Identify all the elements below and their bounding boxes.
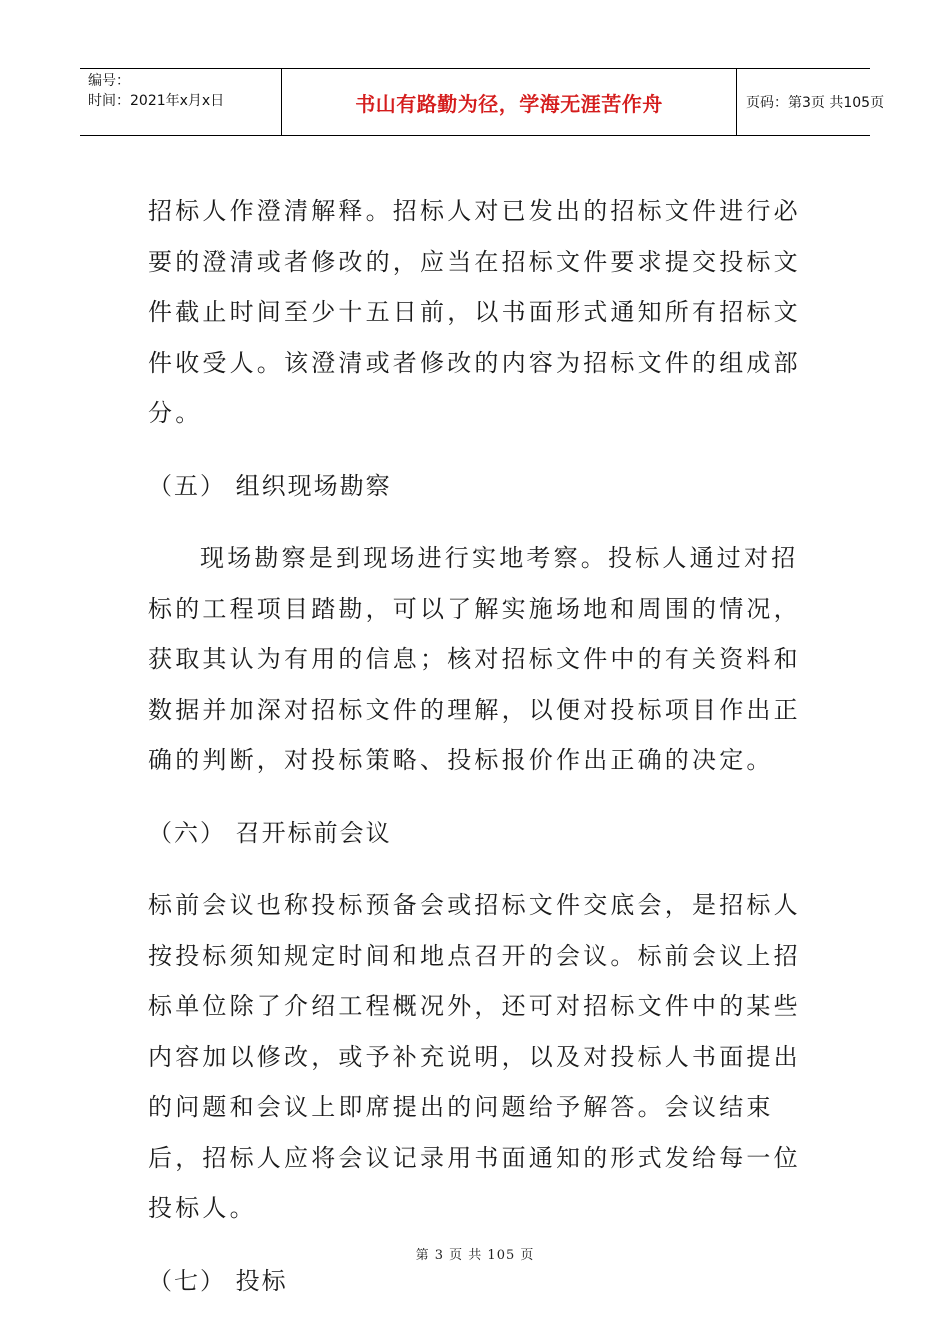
header-meta bbox=[80, 69, 282, 135]
page-footer: 第 3 页 共 105 页 bbox=[415, 1248, 535, 1263]
paragraph-clarification: 招标人作澄清解释。招标人对已发出的招标文件进行必要的澄清或者修改的，应当在招标文件要求提交投标文件截止时间至少十五日前，以书面形式通知所有招标文件收受人。该澄清或者修改的内容为招标文件的组成部分。 bbox=[148, 197, 801, 427]
section-heading-6: （六） 召开标前会议 bbox=[148, 818, 392, 847]
document-date: 时间：2021年x月x日 bbox=[88, 93, 225, 109]
document-body bbox=[148, 186, 818, 1306]
page-header bbox=[80, 68, 885, 136]
header-motto-cell bbox=[282, 69, 737, 135]
document-number-label: 编号： bbox=[88, 73, 130, 89]
section-heading-7: （七） 投标 bbox=[148, 1266, 288, 1295]
section-heading-5: （五） 组织现场勘察 bbox=[148, 471, 392, 500]
paragraph-site-survey: 现场勘察是到现场进行实地考察。投标人通过对招标的工程项目踏勘，可以了解实施场地和周围的情况，获取其认为有用的信息；核对招标文件中的有关资料和数据并加深对招标文件的理解，以便对投标项目作出正确的判断，对投标策略、投标报价作出正确的决定。 bbox=[148, 544, 801, 774]
header-motto: 书山有路勤为径，学海无涯苦作舟 bbox=[355, 91, 663, 116]
header-page-info: 页码：第3页 共105页 bbox=[746, 95, 885, 111]
paragraph-pre-bid-meeting: 标前会议也称投标预备会或招标文件交底会，是招标人按投标须知规定时间和地点召开的会议。标前会议上招标单位除了介绍工程概况外，还可对招标文件中的某些内容加以修改，或予补充说明，以及对投标人书面提出的问题和会议上即席提出的问题给予解答。会议结束后，招标人应将会议记录用书面通知的形式发给每一位投标人。 bbox=[148, 891, 801, 1222]
